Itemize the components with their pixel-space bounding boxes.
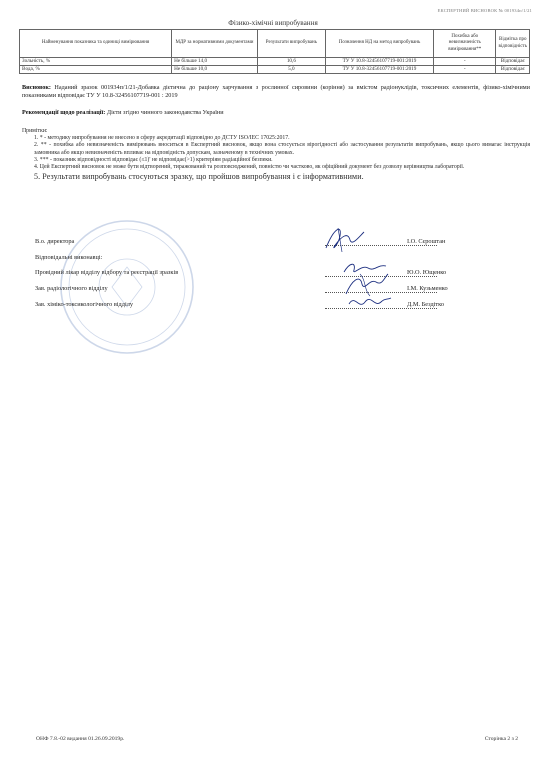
conclusion-paragraph (22, 84, 530, 100)
executors-heading: Відповідальні виконавці: (35, 254, 103, 261)
table-cell: ТУ У 10.8-32456107719-001:2019 (325, 66, 433, 74)
signature-row (35, 252, 530, 266)
signer-position: В.о. директора (35, 238, 75, 245)
document-code: ЕКСПЕРТНИЙ ВИСНОВОК № 001934п/1/21 (437, 8, 532, 13)
signer-position: Провідний лікар відділу відбору та реєстрації зразків (35, 269, 179, 276)
notes-title: Примітки: (22, 128, 48, 134)
column-header: Позначення НД на метод випробувань (325, 30, 433, 58)
conclusion-text: Наданий зразок 001934п/1/21-Добавка дієтична до раціону харчування з рослинної сировини (коріння) за вмістом радіонуклідів, токсичних елементів, фізико-хімічними показниками відповідає ТУ У 10.8-32456107719-001 : 2019 (22, 84, 530, 99)
signature-scribble (345, 292, 393, 312)
table-cell: ТУ У 10.8-32456107719-001:2019 (325, 58, 433, 66)
note-item: 4. Цей Експертний висновок не може бути відтворений, тиражований та розповсюджений, повністю чи частково, як офіційний документ без дозволу керівництва лабораторії. (34, 164, 465, 171)
column-header: МДР за нормативними документами (172, 30, 258, 58)
table-cell: 5,0 (257, 66, 325, 74)
conclusion-label: Висновок: (22, 84, 51, 91)
table-cell: Вода, % (20, 66, 172, 74)
signature-scribble (320, 222, 370, 256)
table-cell: 10,6 (257, 58, 325, 66)
footer-form-code: ОНФ 7.8.-02 видання 01.26.09.2019р. (36, 736, 125, 742)
signer-name: Ю.О. Ющенко (407, 269, 447, 276)
signer-name: І.М. Кузьменко (407, 285, 448, 292)
note-item: 5. Результати випробувань стосуються зразку, що пройшов випробування і є інформативними. (34, 172, 364, 182)
signer-position: Зав. хіміко-токсикологічного відділу (35, 301, 134, 308)
table-header-row (20, 30, 530, 58)
table-cell: Не більше 10,0 (172, 66, 258, 74)
section-title: Фізико-хімічні випробування (228, 19, 318, 27)
table-cell: Відповідає (496, 66, 530, 74)
signer-position: Зав. радіологічного відділу (35, 285, 108, 292)
table-cell: Не більше 14,0 (172, 58, 258, 66)
signature-row (35, 283, 530, 297)
table-cell: - (434, 66, 496, 74)
table-cell: Зольність, % (20, 58, 172, 66)
recommendation-label: Рекомендації щодо реалізації: (22, 109, 106, 116)
note-item: 1. * - методику випробування не внесено в сферу акредитації відповідно до ДСТУ ISO/IEC 17025:2017. (34, 135, 290, 142)
signature-row (35, 267, 530, 281)
signature-row (35, 236, 530, 250)
table-row (20, 66, 530, 74)
page-number: Сторінка 2 з 2 (484, 736, 518, 742)
signer-name: І.О. Сєроштан (407, 238, 446, 245)
note-item: 2. ** - похибка або невизначеність вимірювань вноситься в Експертний висновок, якщо вона стосується вірогідності або застосування результатів випробувань, якщо цього вимагає інструкція замовника або якщо невизначеність впливає на відповідність допускам, зазначеному в технічних умовах. (34, 142, 530, 156)
recommendation-paragraph (22, 109, 530, 117)
table-cell: - (434, 58, 496, 66)
signature-row (35, 299, 530, 313)
results-table (19, 29, 530, 74)
column-header: Відмітка про відповідність (496, 30, 530, 58)
notes-section (22, 128, 530, 182)
column-header: Найменування показника та одиниці вимірювання (20, 30, 172, 58)
table-cell: Відповідає (496, 58, 530, 66)
column-header: Похибка або невизначеність вимірювання** (434, 30, 496, 58)
table-row (20, 58, 530, 66)
signer-name: Д.М. Бездітко (407, 301, 445, 308)
column-header: Результати випробувань (257, 30, 325, 58)
note-item: 3. *** - показник відповідності відповідає (≤1)' не відповідає(>1) критеріям радіаційної безпеки. (34, 156, 273, 163)
recommendation-text: Дієти згідно чинного законодавства України (105, 109, 224, 116)
